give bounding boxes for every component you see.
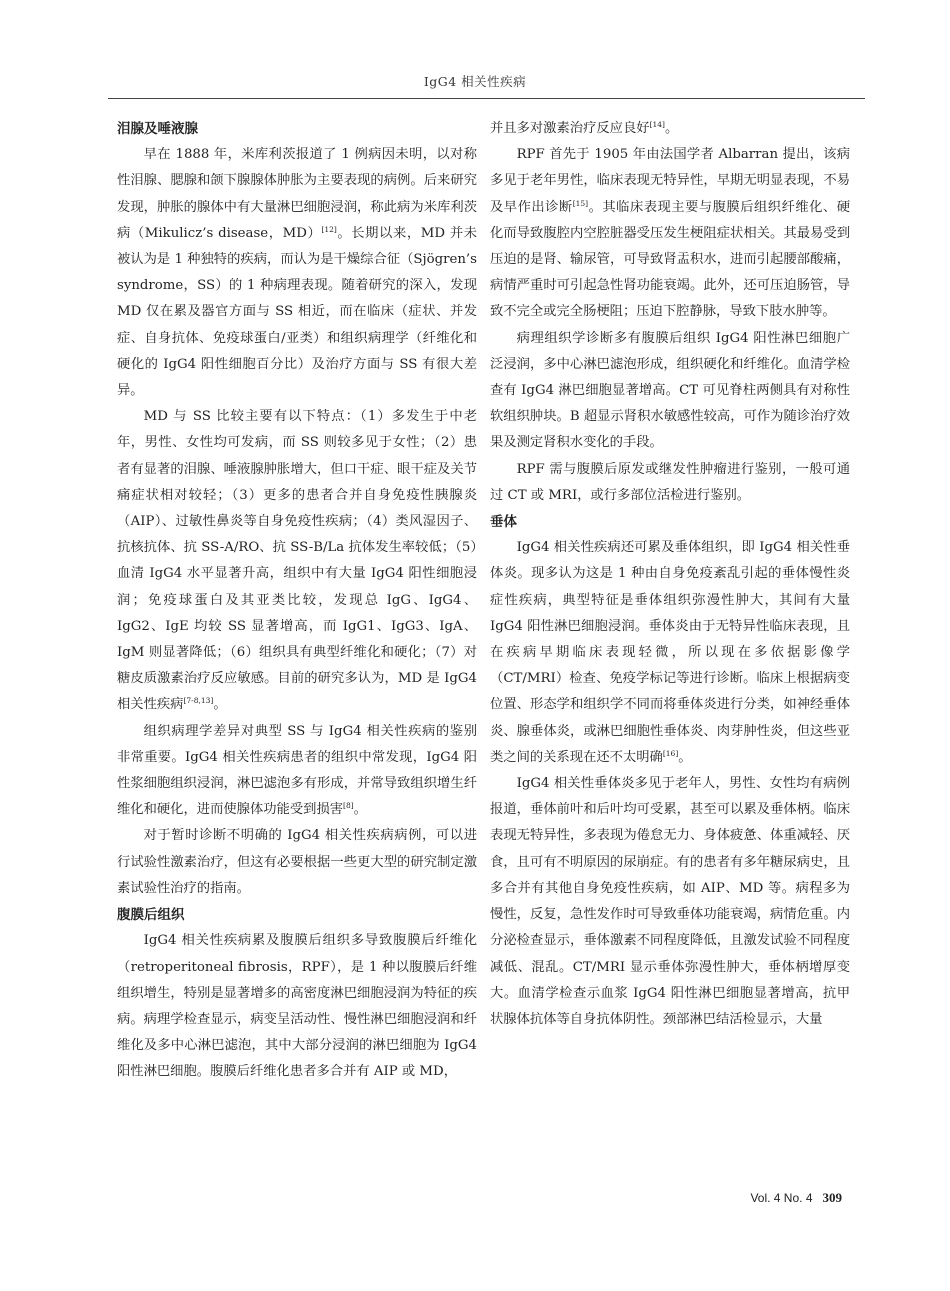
page-footer [750,1190,842,1206]
running-header: IgG4 相关性疾病 [423,74,527,89]
citation: [15] [572,198,589,208]
paragraph: IgG4 相关性垂体炎多见于老年人，男性、女性均有病例报道，垂体前叶和后叶均可受累，甚至可以累及垂体柄。临床表现无特异性，多表现为倦怠无力、身体疲惫、体重减轻、厌食，且可有不明原因的尿崩症。有的患者有多年糖尿病史，且多合并有其他自身免疫性疾病，如 AIP、MD 等。病程多为慢性，反复，急性发作时可导致垂体功能衰竭，病情危重。内分泌检查显示，垂体激素不同程度降低，且激发试验不同程度减低、混乱。CT/MRI 显示垂体弥漫性肿大，垂体柄增厚变大。血清学检查示血浆 IgG4 阳性淋巴细胞显著增高，抗甲状腺体抗体等自身抗体阴性。颈部淋巴结活检显示，大量 [490,776,850,1027]
citation: [7-8,13] [183,696,214,706]
left-column [117,116,477,1086]
paragraph: 病理组织学诊断多有腹膜后组织 IgG4 阳性淋巴细胞广泛浸润，多中心淋巴滤泡形成，组织硬化和纤维化。血清学检查有 IgG4 淋巴细胞显著增高。CT 可见脊柱两侧具有对称性软组织肿块。B 超显示肾积水敏感性较高，可作为随诊治疗效果及测定肾积水变化的手段。 [490,330,850,451]
paragraph: RPF 需与腹膜后原发或继发性肿瘤进行鉴别，一般可通过 CT 或 MRI，或行多部位活检进行鉴别。 [490,461,850,503]
paragraph: 组织病理学差异对典型 SS 与 IgG4 相关性疾病的鉴别非常重要。IgG4 相关性疾病患者的组织中常发现，IgG4 阳性浆细胞组织浸润，淋巴滤泡多有形成，并常导致组织增生纤维化和硬化，进而使腺体功能受到损害[8]。 [117,723,477,818]
page-number: 309 [822,1190,842,1205]
paragraph: IgG4 相关性疾病累及腹膜后组织多导致腹膜后纤维化（retroperitoneal fibrosis，RPF），是 1 种以腹膜后纤维组织增生，特别是显著增多的高密度淋巴细胞浸润为特征的疾病。病理学检查显示，病变呈活动性、慢性淋巴细胞浸润和纤维化及多中心淋巴滤泡，其中大部分浸润的淋巴细胞为 IgG4 阳性淋巴细胞。腹膜后纤维化患者多合并有 AIP 或 MD， [117,933,477,1080]
citation: [16] [662,748,679,758]
section-heading-pituitary: 垂体 [490,514,517,531]
paragraph: MD 与 SS 比较主要有以下特点：（1）多发生于中老年，男性、女性均可发病，而 SS 则较多见于女性；（2）患者有显著的泪腺、唾液腺肿胀增大，但口干症、眼干症及关节痛症状相对较轻；（3）更多的患者合并自身免疫性胰腺炎（AIP）、过敏性鼻炎等自身免疫性疾病；（4）类风湿因子、抗核抗体、抗 SS-A/RO、抗 SS-B/La 抗体发生率较低；（5）血清 IgG4 水平显著升高，组织中有大量 IgG4 阳性细胞浸润；免疫球蛋白及其亚类比较，发现总 IgG、IgG4、IgG2、IgE 均较 SS 显著增高，而 IgG1、IgG3、IgA、IgM 则显著降低；（6）组织具有典型纤维化和硬化；（7）对糖皮质激素治疗反应敏感。目前的研究多认为，MD 是 IgG4 相关性疾病[7-8,13]。 [117,409,477,713]
section-heading-lacrimal-salivary: 泪腺及唾液腺 [117,121,198,137]
paragraph: 对于暂时诊断不明确的 IgG4 相关性疾病病例，可以进行试验性激素治疗，但这有必要根据一些更大型的研究制定激素试验性治疗的指南。 [117,828,477,896]
citation: [14] [649,120,665,129]
paragraph: RPF 首先于 1905 年由法国学者 Albarran 提出，该病多见于老年男性，临床表现无特异性，早期无明显表现，不易及早作出诊断[15]。其临床表现主要与腹膜后组织纤维化、硬化而导致腹腔内空腔脏器受压发生梗阻症状相关。其最易受到压迫的是肾、输尿管，可导致肾盂积水，进而引起腰部酸痛，病情严重时可引起急性肾功能衰竭。此外，还可压迫肠管，导致不完全或完全肠梗阻；压迫下腔静脉，导致下肢水肿等。 [490,147,851,320]
citation: [8] [343,801,354,811]
right-column [490,116,850,1033]
citation: [12] [321,224,337,234]
header-rule [108,98,865,99]
volume-info: Vol. 4 No. 4 [750,1191,813,1205]
paragraph: IgG4 相关性疾病还可累及垂体组织，即 IgG4 相关性垂体炎。现多认为这是 1 种由自身免疫紊乱引起的垂体慢性炎症性疾病，典型特征是垂体组织弥漫性肿大，其间有大量 IgG4 阳性淋巴细胞浸润。垂体炎由于无特异性临床表现，且在疾病早期临床表现轻微，所以现在多依据影像学（CT/MRI）检查、免疫学标记等进行诊断。临床上根据病变位置、形态学和组织学不同而将垂体炎进行分类，如神经垂体炎、腺垂体炎，或淋巴细胞性垂体炎、肉芽肿性炎，但这些亚类之间的关系现在还不太明确[16]。 [490,540,850,765]
section-heading-retroperitoneal: 腹膜后组织 [117,907,185,924]
paragraph: 早在 1888 年，米库利茨报道了 1 例病因未明，以对称性泪腺、腮腺和颌下腺腺体肿胀为主要表现的病例。后来研究发现，肿胀的腺体中有大量淋巴细胞浸润，称此病为米库利茨病（Mikulicz’s disease，MD）[12]。长期以来，MD 并未被认为是 1 种独特的疾病，而认为是干燥综合征（Sjögren’s syndrome，SS）的 1 种病理表现。随着研究的深入，发现 MD 仅在累及器官方面与 SS 相近，而在临床（症状、并发症、自身抗体、免疫球蛋白/亚类）和组织病理学（纤维化和硬化的 IgG4 阳性细胞百分比）及治疗方面与 SS 有很大差异。 [117,147,477,399]
paragraph-continued: 并且多对激素治疗反应良好[14]。 [490,120,679,136]
